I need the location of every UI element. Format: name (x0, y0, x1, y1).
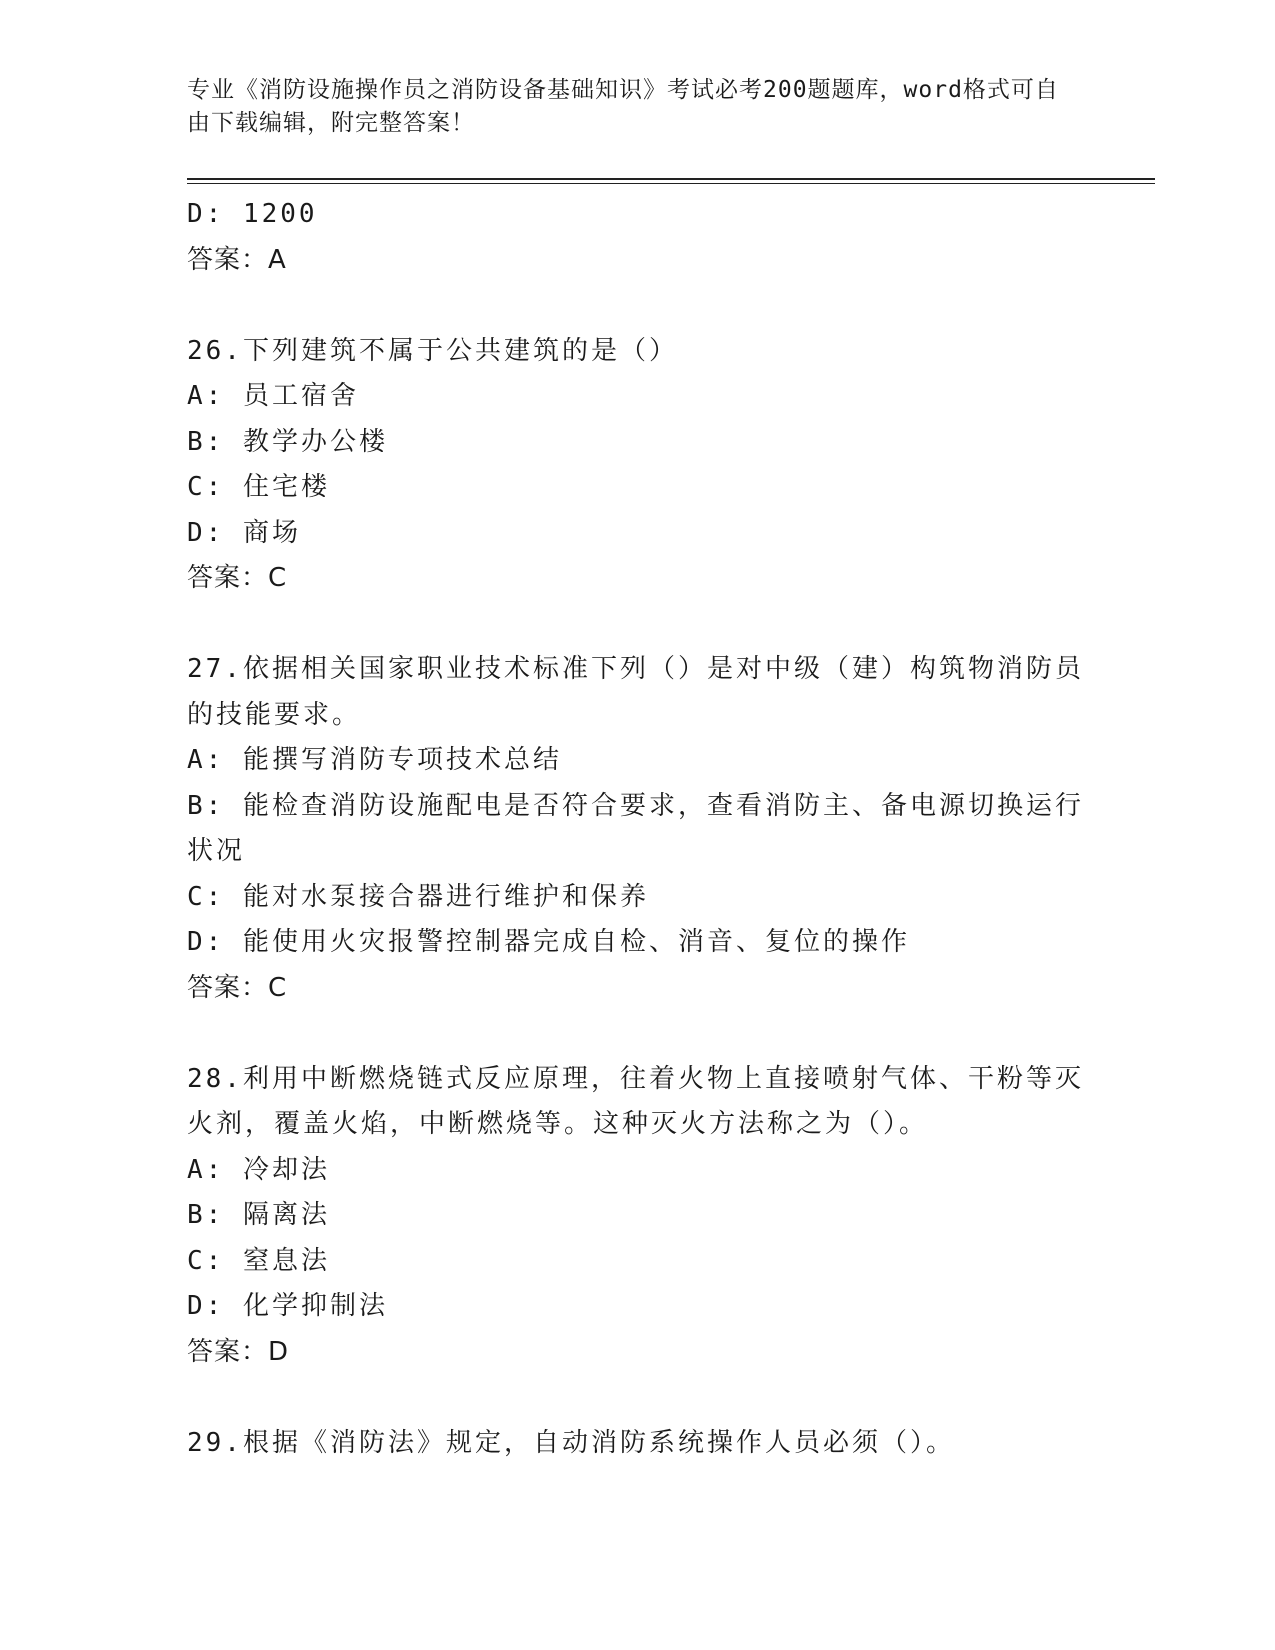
question-27 (187, 647, 1087, 1011)
option-b: B: 教学办公楼 (187, 426, 388, 457)
option-b: B: 能检查消防设施配电是否符合要求，查看消防主、备电源切换运行状况 (187, 790, 1084, 866)
document-header: 专业《消防设施操作员之消防设备基础知识》考试必考200题题库，word格式可自由下载编辑，附完整答案！ (187, 77, 1059, 136)
question-28 (187, 1057, 1087, 1376)
prev-answer: 答案：A (187, 244, 287, 275)
spacer (187, 602, 1087, 648)
question-stem: 26.下列建筑不属于公共建筑的是（） (187, 335, 678, 366)
option-b: B: 隔离法 (187, 1200, 330, 1230)
option-a: A: 冷却法 (187, 1154, 330, 1185)
option-a: A: 员工宿舍 (187, 381, 359, 411)
option-c: C: 住宅楼 (187, 472, 330, 502)
option-c: C: 窒息法 (187, 1245, 330, 1276)
prev-option-d: D: 1200 (187, 199, 318, 229)
answer: 答案：D (187, 1336, 290, 1367)
option-c: C: 能对水泵接合器进行维护和保养 (187, 881, 649, 912)
spacer (187, 1011, 1087, 1057)
question-26 (187, 329, 1087, 602)
spacer (187, 1375, 1087, 1421)
question-29 (187, 1421, 1087, 1467)
spacer (187, 283, 1087, 329)
question-stem: 27.依据相关国家职业技术标准下列（）是对中级（建）构筑物消防员的技能要求。 (187, 654, 1084, 730)
option-a: A: 能撰写消防专项技术总结 (187, 745, 562, 775)
header-divider-thin (187, 183, 1155, 184)
question-stem: 29.根据《消防法》规定，自动消防系统操作人员必须（）。 (187, 1427, 955, 1458)
option-d: D: 商场 (187, 517, 301, 548)
answer: 答案：C (187, 563, 288, 593)
answer: 答案：C (187, 972, 288, 1003)
option-d: D: 化学抑制法 (187, 1291, 388, 1321)
header-divider (187, 178, 1155, 180)
option-d: D: 能使用火灾报警控制器完成自检、消音、复位的操作 (187, 927, 910, 957)
question-stem: 28.利用中断燃烧链式反应原理，往着火物上直接喷射气体、干粉等灭火剂，覆盖火焰，中断燃烧等。这种灭火方法称之为（）。 (187, 1063, 1084, 1139)
question-content (187, 192, 1087, 1466)
